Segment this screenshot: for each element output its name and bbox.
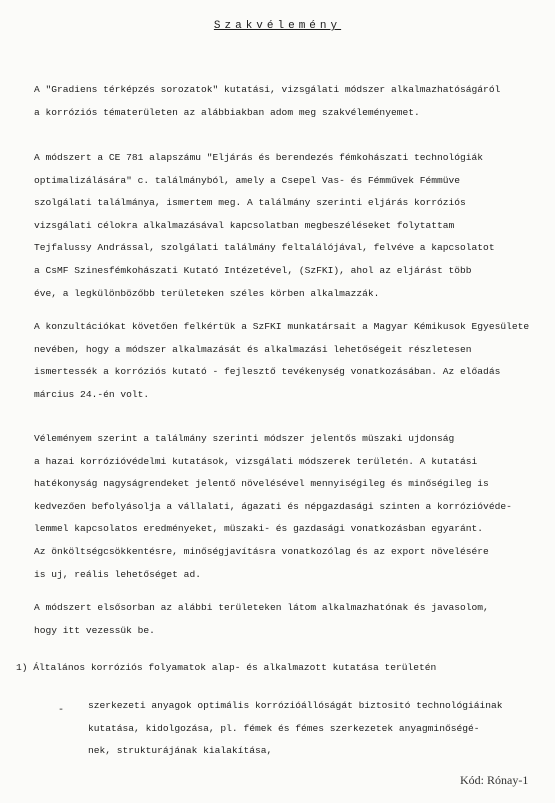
- text-line: hogy itt vezessük be.: [34, 624, 155, 636]
- text-line: szolgálati találmánya, ismertem meg. A találmány szerinti eljárás korróziós: [34, 197, 466, 209]
- text-line: Véleményem szerint a találmány szerinti módszer jelentős müszaki ujdonság: [34, 433, 455, 444]
- text-line: kutatása, kidolgozása, pl. fémek és fémes szerkezetek anyagminőségé-: [88, 722, 480, 734]
- text-line: kedvezően befolyásolja a vállalati, ágazati és népgazdasági szinten a korrózióvéde-: [34, 500, 512, 512]
- paragraph-consultation: [34, 316, 534, 406]
- text-line: a hazai korrózióvédelmi kutatások, vizsgálati módszerek területén. A kutatási: [34, 455, 478, 467]
- text-line: március 24.-én volt.: [34, 388, 150, 400]
- text-line: Tejfalussy Andrással, szolgálati találmány feltalálójával, felvéve a kapcsolatot: [34, 242, 495, 254]
- text-line: a korróziós tématerületen az alábbiakban adom meg szakvéleményemet.: [34, 106, 420, 118]
- text-line: a CsMF Szinesfémkohászati Kutató Intézetével, (SzFKI), ahol az eljárást több: [34, 264, 472, 276]
- paragraph-opinion: [34, 428, 534, 586]
- document-title: Szakvélemény: [213, 20, 342, 32]
- text-line: szerkezeti anyagok optimális korrózióállóságát biztositó technológiáinak: [88, 700, 503, 711]
- text-line: optimalizálására" c. találmányból, amely a Csepel Vas- és Fémművek Fémmüve: [34, 174, 461, 186]
- text-line: A konzultációkat követően felkértük a SzFKI munkatársait a Magyar Kémikusok Egyesülete: [34, 321, 530, 332]
- document-code-label: Kód: Rónay-1: [460, 773, 529, 787]
- text-line: A "Gradiens térképzés sorozatok" kutatási, vizsgálati módszer alkalmazhatóságáról: [34, 84, 501, 95]
- text-line: vizsgálati célokra alkalmazásával kapcsolatban megbeszéléseket folytattam: [34, 219, 455, 231]
- text-line: hatékonyság nagyságrendeket jelentő növelésével mennyiségileg és minőségileg is: [34, 478, 489, 490]
- paragraph-method-origin: [34, 147, 534, 305]
- bullet-item: [88, 695, 538, 763]
- paragraph-intro: [34, 79, 534, 124]
- bullet-dash: -: [58, 705, 65, 716]
- text-line: Az önköltségcsökkentésre, minőségjavításra vonatkozólag és az export növelésére: [34, 545, 489, 557]
- text-line: is uj, reális lehetőséget ad.: [34, 568, 201, 580]
- text-line: A módszert elsősorban az alábbi területeken látom alkalmazhatónak és javasolom,: [34, 602, 489, 613]
- text-line: ismertessék a korróziós kutató - fejlesztő tevékenység vonatkozásában. Az előadás: [34, 366, 501, 378]
- text-line: lemmel kapcsolatos eredményeket, müszaki- és gazdasági vonatkozásban egyaránt.: [34, 523, 484, 535]
- text-line: A módszert a CE 781 alapszámu "Eljárás és berendezés fémkohászati technológiák: [34, 152, 484, 163]
- text-line: nevében, hogy a módszer alkalmazását és alkalmazási lehetőségeit részletesen: [34, 343, 472, 355]
- text-line: éve, a legkülönbözőbb területeken széles körben alkalmazzák.: [34, 287, 380, 299]
- paragraph-recommendation: [34, 597, 534, 642]
- text-line: nek, strukturájának kialakítása,: [88, 745, 273, 757]
- section-heading: 1) Általános korróziós folyamatok alap- és alkalmazott kutatása területén: [16, 662, 437, 673]
